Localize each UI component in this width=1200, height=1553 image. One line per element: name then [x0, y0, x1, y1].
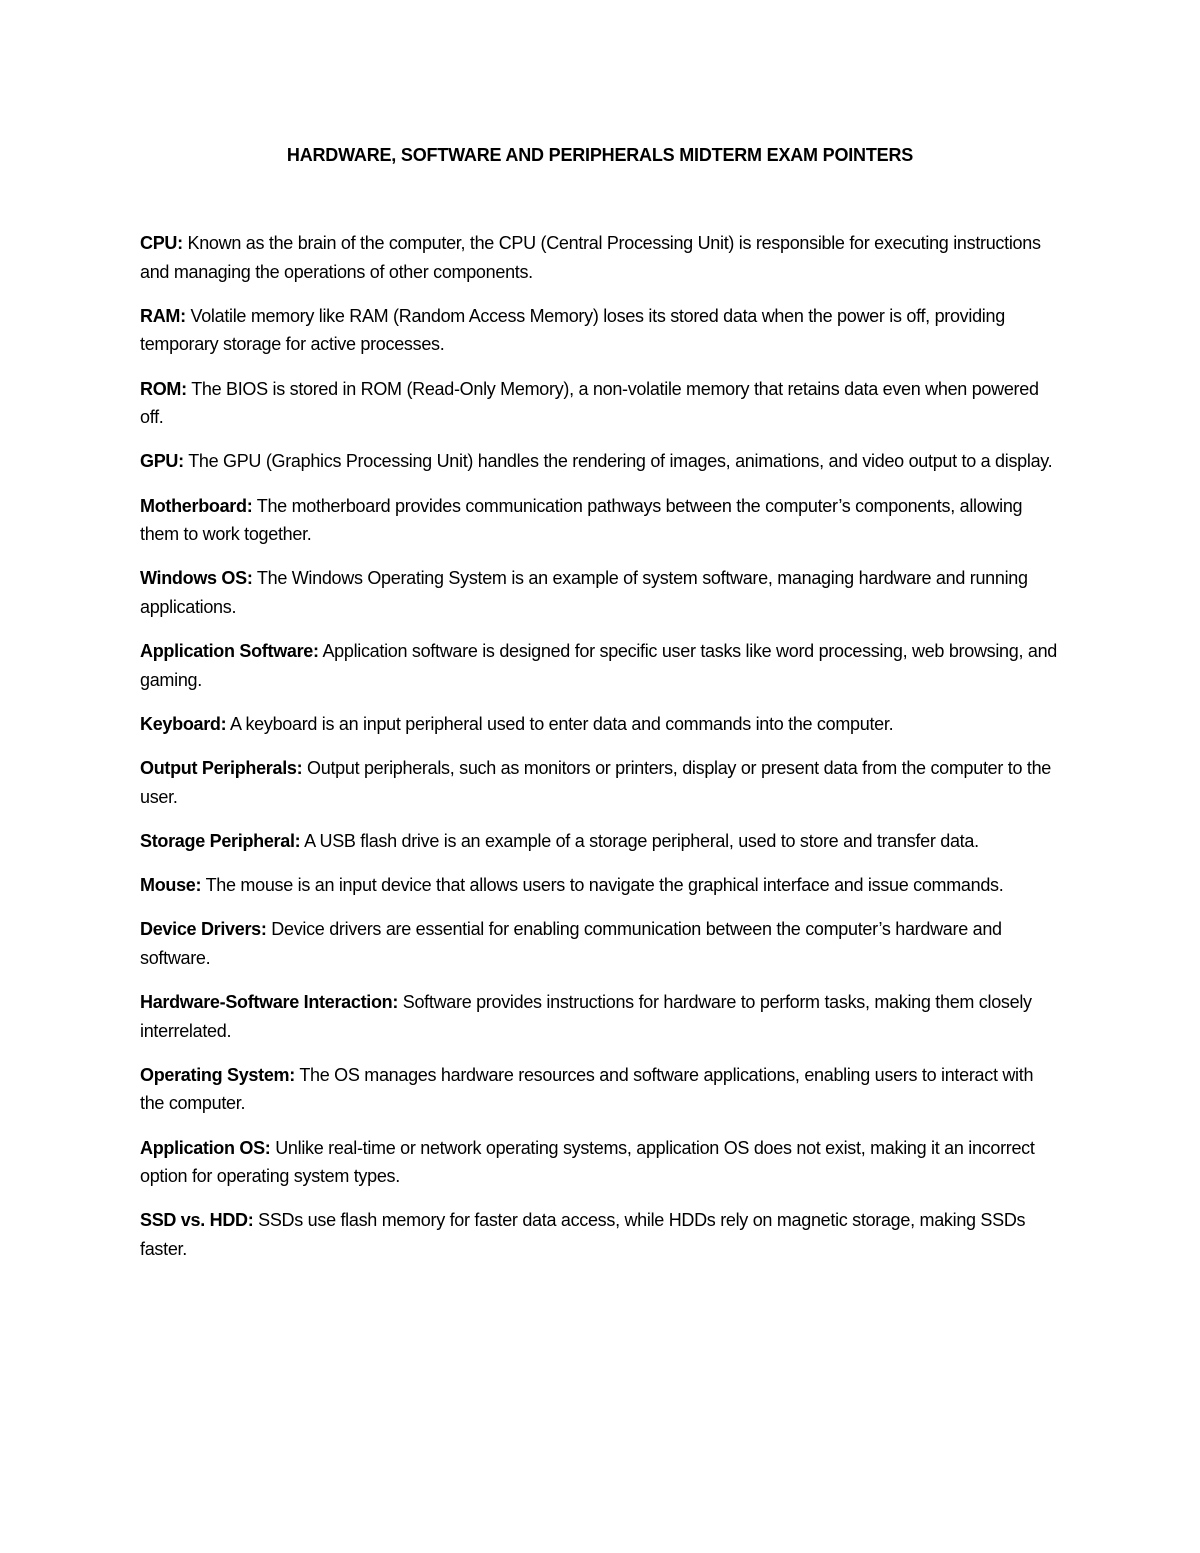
entry-text: Device drivers are essential for enabling communication between the computer’s hardware and software. — [140, 919, 1002, 968]
entry-term: GPU: — [140, 451, 184, 472]
entry-gpu — [140, 447, 1060, 476]
entry-text: SSDs use flash memory for faster data access, while HDDs rely on magnetic storage, making SSDs faster. — [140, 1210, 1026, 1259]
entry-text: Software provides instructions for hardware to perform tasks, making them closely interrelated. — [140, 992, 1032, 1041]
entry-text: Volatile memory like RAM (Random Access Memory) loses its stored data when the power is off, providing temporary storage for active processes. — [140, 305, 1005, 355]
entry-list — [140, 229, 1060, 1279]
entry-text: The GPU (Graphics Processing Unit) handles the rendering of images, animations, and video output to a display. — [188, 451, 1053, 472]
entry-term: Application Software: — [140, 641, 319, 662]
entry-storage-peripheral — [140, 827, 1060, 856]
entry-keyboard — [140, 710, 1060, 739]
entry-term: Device Drivers: — [140, 919, 267, 940]
entry-term: CPU: — [140, 233, 183, 253]
entry-text: The BIOS is stored in ROM (Read-Only Memory), a non-volatile memory that retains data even when powered off. — [140, 378, 1039, 428]
entry-term: RAM: — [140, 305, 186, 326]
entry-term: Application OS: — [140, 1137, 271, 1158]
entry-operating-system — [140, 1061, 1060, 1118]
entry-ssd-vs-hdd — [140, 1206, 1060, 1263]
entry-text: The Windows Operating System is an example of system software, managing hardware and running applications. — [140, 568, 1028, 617]
entry-rom — [140, 375, 1060, 432]
entry-term: Motherboard: — [140, 495, 253, 516]
document-title: HARDWARE, SOFTWARE AND PERIPHERALS MIDTERM EXAM POINTERS — [286, 145, 914, 165]
entry-term: Output Peripherals: — [140, 758, 303, 779]
entry-application-software — [140, 637, 1060, 694]
entry-hardware-software-interaction — [140, 988, 1060, 1045]
entry-output-peripherals — [140, 754, 1060, 811]
entry-term: SSD vs. HDD: — [140, 1210, 254, 1231]
entry-text: Application software is designed for specific user tasks like word processing, web browsing, and gaming. — [140, 641, 1058, 690]
entry-term: ROM: — [140, 378, 187, 399]
entry-term: Operating System: — [140, 1064, 295, 1085]
entry-cpu — [140, 229, 1060, 286]
entry-term: Mouse: — [140, 875, 202, 896]
entry-text: A keyboard is an input peripheral used to enter data and commands into the computer. — [230, 713, 894, 734]
entry-motherboard — [140, 492, 1060, 549]
entry-text: The mouse is an input device that allows users to navigate the graphical interface and issue commands. — [205, 875, 1004, 896]
entry-term: Keyboard: — [140, 713, 227, 734]
entry-ram — [140, 302, 1060, 359]
entry-term: Hardware-Software Interaction: — [140, 992, 399, 1012]
entry-application-os — [140, 1134, 1060, 1191]
entry-device-drivers — [140, 915, 1060, 972]
entry-text: Known as the brain of the computer, the CPU (Central Processing Unit) is responsible for executing instructions and managing the operations of other components. — [140, 233, 1041, 282]
entry-term: Storage Peripheral: — [140, 830, 301, 851]
entry-text: Unlike real-time or network operating systems, application OS does not exist, making it an incorrect option for operating system types. — [140, 1137, 1035, 1187]
entry-text: Output peripherals, such as monitors or printers, display or present data from the computer to the user. — [140, 758, 1052, 807]
entry-text: The OS manages hardware resources and software applications, enabling users to interact with the computer. — [140, 1064, 1034, 1114]
entry-windows-os — [140, 564, 1060, 621]
entry-mouse — [140, 871, 1060, 900]
entry-term: Windows OS: — [140, 568, 253, 589]
entry-text: The motherboard provides communication pathways between the computer’s components, allowing them to work together. — [140, 495, 1023, 545]
entry-text: A USB flash drive is an example of a storage peripheral, used to store and transfer data. — [304, 830, 979, 851]
